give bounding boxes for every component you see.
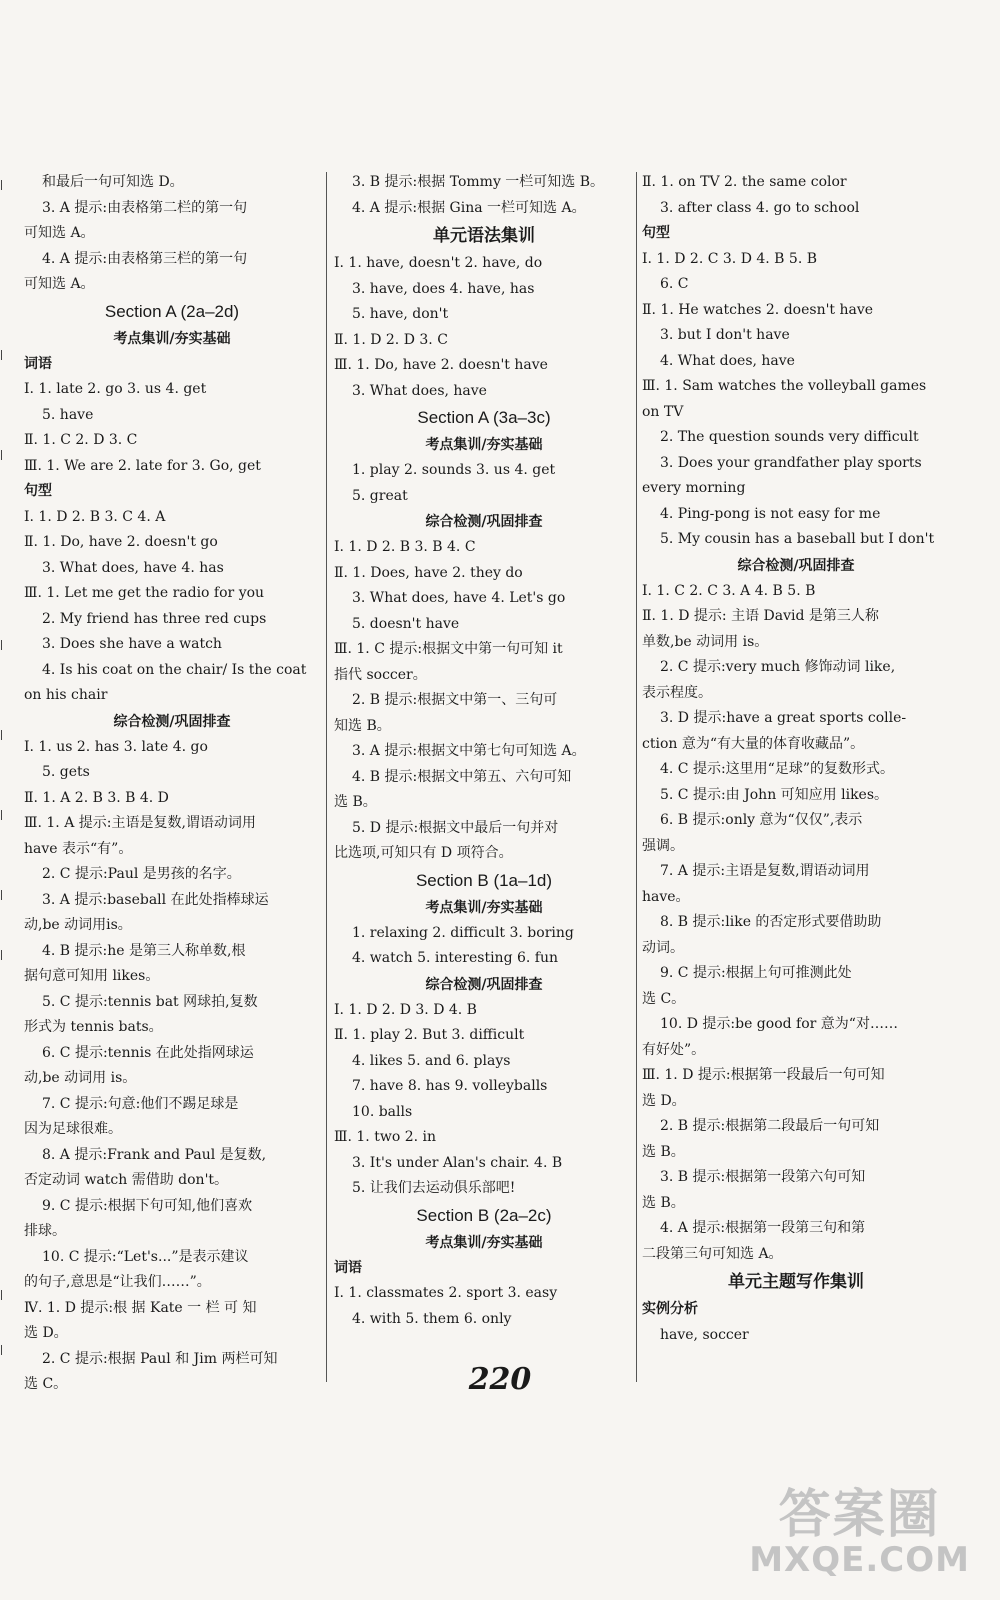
answer-line: Ⅰ. 1. D 2. D 3. D 4. B bbox=[334, 1001, 477, 1018]
section-heading: Section A (2a–2d) bbox=[104, 301, 240, 321]
answer-line: 10. C 提示:“Let's...”是表示建议 bbox=[42, 1248, 249, 1265]
answer-line: 指代 soccer。 bbox=[334, 666, 427, 683]
answer-line: 4. B 提示:he 是第三人称单数,根 bbox=[42, 942, 246, 959]
answer-line: Ⅱ. 1. D 提示: 主语 David 是第三人称 bbox=[642, 608, 879, 624]
answer-line: 7. C 提示:句意:他们不踢足球是 bbox=[42, 1095, 239, 1112]
watermark-url: MXQE.COM bbox=[749, 1540, 970, 1580]
answer-line: Ⅲ. 1. Let me get the radio for you bbox=[24, 585, 265, 601]
answer-line: 2. B 提示:根据第二段最后一句可知 bbox=[660, 1118, 880, 1134]
answer-line: 二段第三句可知选 A。 bbox=[642, 1245, 783, 1262]
answer-line: Ⅰ. 1. have, doesn't 2. have, do bbox=[334, 255, 543, 271]
answer-line: 比选项,可知只有 D 项符合。 bbox=[334, 845, 513, 861]
answer-line: 4. watch 5. interesting 6. fun bbox=[352, 950, 559, 966]
answer-line: 4. What does, have bbox=[660, 352, 795, 369]
answer-line: 强调。 bbox=[642, 837, 684, 854]
answer-line: 5. doesn't have bbox=[352, 615, 460, 632]
answer-column-right bbox=[642, 170, 950, 1348]
answer-line: 和最后一句可知选 D。 bbox=[42, 174, 184, 190]
sub-heading: 综合检测/巩固排查 bbox=[425, 514, 543, 530]
answer-line: ction 意为“有大量的体育收藏品”。 bbox=[642, 735, 865, 752]
answer-line: have 表示“有”。 bbox=[24, 840, 133, 857]
answer-line: 有好处”。 bbox=[642, 1041, 706, 1058]
answer-line: 3. Does she have a watch bbox=[42, 636, 222, 652]
answer-line: 选 C。 bbox=[642, 990, 686, 1007]
answer-line: Ⅱ. 1. He watches 2. doesn't have bbox=[642, 301, 874, 318]
answer-line: 单数,be 动词用 is。 bbox=[642, 633, 769, 650]
answer-line: Ⅰ. 1. D 2. B 3. B 4. C bbox=[334, 539, 476, 555]
answer-line: Ⅰ. 1. late 2. go 3. us 4. get bbox=[24, 381, 207, 397]
answer-line: 4. Is his coat on the chair/ Is the coat bbox=[42, 661, 307, 678]
answer-line: 2. My friend has three red cups bbox=[42, 610, 267, 627]
answer-line: 1. relaxing 2. difficult 3. boring bbox=[352, 924, 574, 941]
answer-line: Ⅰ. 1. C 2. C 3. A 4. B 5. B bbox=[642, 582, 816, 599]
column-divider bbox=[636, 172, 637, 1382]
answer-line: 3. A 提示:根据文中第七句可知选 A。 bbox=[352, 743, 586, 759]
answer-line: 3. after class 4. go to school bbox=[660, 199, 860, 216]
answer-line: 5. gets bbox=[42, 764, 90, 780]
answer-line: 3. B 提示:根据 Tommy 一栏可知选 B。 bbox=[352, 174, 605, 190]
answer-line: 否定动词 watch 需借助 don't。 bbox=[24, 1172, 229, 1188]
category-label: 句型 bbox=[642, 225, 670, 241]
answer-line: 7. A 提示:主语是复数,谓语动词用 bbox=[660, 863, 870, 879]
category-label: 词语 bbox=[334, 1259, 362, 1276]
answer-line: Ⅱ. 1. Do, have 2. doesn't go bbox=[24, 534, 218, 550]
answer-line: Ⅱ. 1. Does, have 2. they do bbox=[334, 564, 523, 581]
sub-heading: 综合检测/巩固排查 bbox=[425, 976, 543, 993]
answer-line: 的句子,意思是“让我们……”。 bbox=[24, 1274, 211, 1290]
answer-line: on his chair bbox=[24, 687, 108, 703]
answer-line: 3. have, does 4. have, has bbox=[352, 280, 535, 297]
answer-line: Ⅰ. 1. us 2. has 3. late 4. go bbox=[24, 738, 208, 755]
answer-line: 4. A 提示:根据第一段第三句和第 bbox=[660, 1220, 866, 1236]
answer-line: 3. but I don't have bbox=[660, 327, 790, 343]
answer-line: 9. C 提示:根据上句可推测此处 bbox=[660, 965, 852, 981]
answer-line: Ⅲ. 1. two 2. in bbox=[334, 1129, 436, 1145]
answer-line: 选 D。 bbox=[24, 1325, 68, 1341]
answer-line: Ⅰ. 1. D 2. B 3. C 4. A bbox=[24, 508, 166, 525]
answer-line: 选 B。 bbox=[642, 1143, 685, 1160]
answer-line: 5. great bbox=[352, 487, 408, 504]
section-heading: Section B (2a–2c) bbox=[416, 1205, 552, 1225]
left-edge-marks bbox=[0, 170, 10, 1400]
answer-line: 据句意可知用 likes。 bbox=[24, 968, 160, 984]
unit-heading: 单元语法集训 bbox=[433, 226, 535, 246]
answer-line: 选 B。 bbox=[642, 1194, 685, 1211]
answer-line: 7. have 8. has 9. volleyballs bbox=[352, 1078, 548, 1094]
watermark bbox=[749, 1485, 970, 1580]
answer-line: 3. A 提示:baseball 在此处指棒球运 bbox=[42, 891, 269, 908]
answer-line: 可知选 A。 bbox=[24, 276, 95, 292]
answer-line: 6. C bbox=[660, 276, 689, 292]
answer-line: 9. C 提示:根据下句可知,他们喜欢 bbox=[42, 1197, 253, 1214]
answer-line: Ⅲ. 1. C 提示:根据文中第一句可知 it bbox=[334, 641, 563, 657]
section-heading: Section A (3a–3c) bbox=[417, 408, 551, 427]
answer-line: Ⅱ. 1. C 2. D 3. C bbox=[24, 432, 138, 448]
answer-line: Ⅱ. 1. A 2. B 3. B 4. D bbox=[24, 789, 169, 806]
answer-line: 4. B 提示:根据文中第五、六句可知 bbox=[352, 768, 572, 785]
section-heading: Section B (1a–1d) bbox=[415, 870, 553, 890]
answer-line: 6. C 提示:tennis 在此处指网球运 bbox=[42, 1044, 254, 1061]
answer-line: on TV bbox=[642, 403, 684, 420]
answer-line: 1. play 2. sounds 3. us 4. get bbox=[352, 462, 556, 478]
answer-line: Ⅱ. 1. D 2. D 3. C bbox=[334, 331, 448, 348]
sub-heading: 考点集训/夯实基础 bbox=[425, 899, 543, 916]
answer-line: 2. C 提示:根据 Paul 和 Jim 两栏可知 bbox=[42, 1350, 278, 1367]
answer-line: 4. C 提示:这里用“足球”的复数形式。 bbox=[660, 761, 895, 777]
answer-line: 8. B 提示:like 的否定形式要借助助 bbox=[660, 914, 882, 930]
answer-line: 3. Does your grandfather play sports bbox=[660, 454, 922, 471]
answer-line: 动,be 动词用is。 bbox=[24, 917, 132, 933]
answer-line: 3. What does, have 4. Let's go bbox=[352, 590, 566, 606]
answer-line: 选 B。 bbox=[334, 794, 377, 810]
answer-line: 可知选 A。 bbox=[24, 225, 95, 241]
answer-line: 2. C 提示:Paul 是男孩的名字。 bbox=[42, 866, 241, 882]
answer-column-left bbox=[24, 170, 320, 1398]
answer-line: Ⅳ. 1. D 提示:根 据 Kate 一 栏 可 知 bbox=[24, 1299, 257, 1316]
answer-line: 动词。 bbox=[642, 939, 684, 956]
answer-line: 3. What does, have 4. has bbox=[42, 559, 224, 576]
answer-line: 5. have bbox=[42, 406, 94, 423]
page-number: 220 bbox=[468, 1362, 532, 1397]
answer-line: 5. My cousin has a baseball but I don't bbox=[660, 531, 935, 547]
sub-heading: 考点集训/夯实基础 bbox=[113, 330, 231, 347]
answer-line: 表示程度。 bbox=[642, 684, 712, 701]
answer-line: 因为足球很难。 bbox=[24, 1121, 122, 1137]
category-label: 句型 bbox=[24, 483, 52, 499]
answer-line: every morning bbox=[642, 480, 746, 496]
column-divider bbox=[326, 172, 327, 1382]
answer-line: 2. The question sounds very difficult bbox=[660, 429, 919, 445]
answer-line: 5. 让我们去运动俱乐部吧! bbox=[352, 1180, 516, 1196]
answer-line: Ⅰ. 1. classmates 2. sport 3. easy bbox=[334, 1285, 558, 1301]
answer-line: 5. D 提示:根据文中最后一句并对 bbox=[352, 819, 559, 836]
answer-line: 4. A 提示:根据 Gina 一栏可知选 A。 bbox=[352, 199, 586, 216]
answer-line: 6. B 提示:only 意为“仅仅”,表示 bbox=[660, 812, 863, 828]
answer-line: 3. D 提示:have a great sports colle- bbox=[660, 710, 907, 726]
answer-line: 3. B 提示:根据第一段第六句可知 bbox=[660, 1169, 866, 1185]
answer-column-middle bbox=[334, 170, 634, 1332]
answer-line: Ⅲ. 1. D 提示:根据第一段最后一句可知 bbox=[642, 1067, 885, 1083]
answer-line: Ⅱ. 1. play 2. But 3. difficult bbox=[334, 1027, 525, 1043]
answer-line: Ⅱ. 1. on TV 2. the same color bbox=[642, 174, 847, 190]
category-label: 实例分析 bbox=[642, 1301, 698, 1317]
answer-line: 动,be 动词用 is。 bbox=[24, 1070, 137, 1086]
answer-line: 5. C 提示:tennis bat 网球拍,复数 bbox=[42, 993, 258, 1010]
answer-line: Ⅰ. 1. D 2. C 3. D 4. B 5. B bbox=[642, 250, 818, 267]
answer-line: 4. with 5. them 6. only bbox=[352, 1310, 512, 1327]
answer-line: 2. C 提示:very much 修饰动词 like, bbox=[660, 659, 896, 675]
answer-line: 8. A 提示:Frank and Paul 是复数, bbox=[42, 1146, 267, 1163]
answer-line: 选 C。 bbox=[24, 1376, 68, 1392]
answer-line: 形式为 tennis bats。 bbox=[24, 1019, 163, 1035]
answer-line: 3. What does, have bbox=[352, 382, 487, 399]
answer-line: Ⅲ. 1. A 提示:主语是复数,谓语动词用 bbox=[24, 815, 256, 831]
answer-line: 10. balls bbox=[352, 1103, 413, 1120]
answer-line: 3. A 提示:由表格第二栏的第一句 bbox=[42, 199, 248, 216]
answer-line: Ⅲ. 1. Sam watches the volleyball games bbox=[642, 378, 927, 394]
answer-line: 4. likes 5. and 6. plays bbox=[352, 1052, 511, 1069]
answer-line: 4. A 提示:由表格第三栏的第一句 bbox=[42, 250, 248, 267]
answer-line: 排球。 bbox=[24, 1223, 66, 1239]
answer-line: Ⅲ. 1. We are 2. late for 3. Go, get bbox=[24, 457, 261, 474]
category-label: 词语 bbox=[24, 355, 52, 372]
answer-line: have。 bbox=[642, 888, 690, 905]
sub-heading: 综合检测/巩固排查 bbox=[737, 557, 855, 574]
answer-line: Ⅲ. 1. Do, have 2. doesn't have bbox=[334, 357, 548, 373]
answer-line: 选 D。 bbox=[642, 1092, 686, 1109]
answer-line: 2. B 提示:根据文中第一、三句可 bbox=[352, 692, 558, 708]
unit-heading: 单元主题写作集训 bbox=[728, 1272, 864, 1292]
answer-line: have, soccer bbox=[660, 1326, 749, 1343]
sub-heading: 考点集训/夯实基础 bbox=[425, 1234, 543, 1251]
answer-line: 知选 B。 bbox=[334, 717, 391, 734]
answer-line: 5. C 提示:由 John 可知应用 likes。 bbox=[660, 786, 889, 803]
answer-line: 4. Ping-pong is not easy for me bbox=[660, 505, 881, 522]
sub-heading: 考点集训/夯实基础 bbox=[425, 437, 543, 453]
watermark-logo: 答案圈 bbox=[778, 1485, 941, 1545]
sub-heading: 综合检测/巩固排查 bbox=[113, 713, 231, 730]
answer-line: 10. D 提示:be good for 意为“对…… bbox=[660, 1016, 898, 1032]
answer-line: 5. have, don't bbox=[352, 306, 449, 322]
answer-line: 3. It's under Alan's chair. 4. B bbox=[352, 1154, 563, 1171]
